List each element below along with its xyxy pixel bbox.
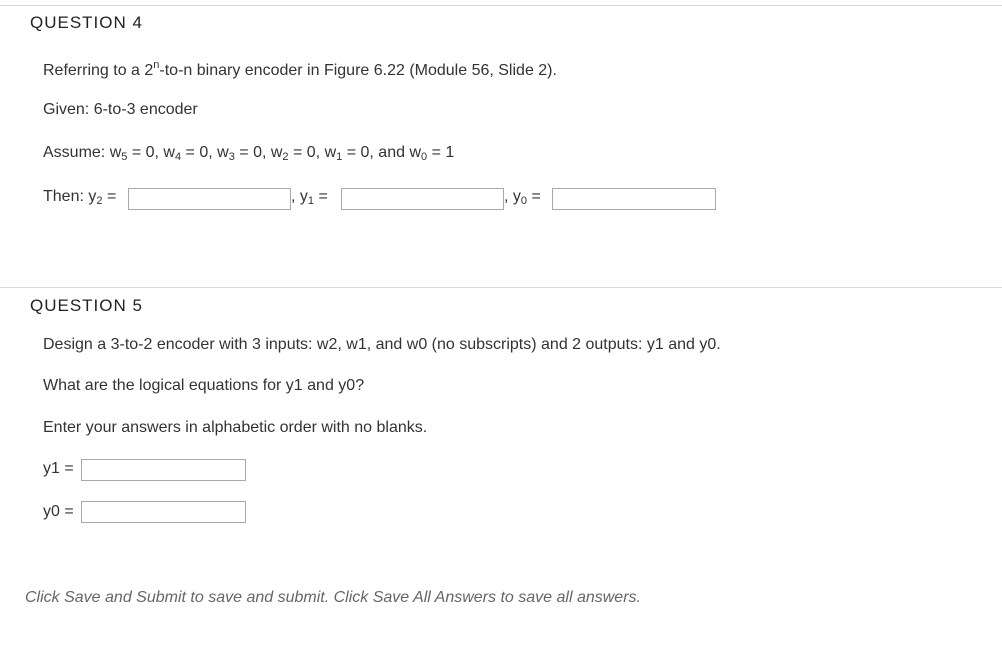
assume-term-w3: $w_3 = 0$, — [217, 144, 267, 163]
intro-superscript: n — [153, 59, 160, 71]
question-5-line-1: Design a 3-to-2 encoder with 3 inputs: w2, w1, and w0 (no subscripts) and 2 outputs: y1 and y0. — [43, 336, 721, 353]
y0-answer-input[interactable] — [552, 188, 716, 210]
question-5-top-divider — [0, 287, 1002, 288]
q5-y1-input[interactable] — [81, 459, 246, 481]
q5-y0-label: y0 = — [43, 503, 74, 520]
then-y2-label: Then: $y_2$ = — [43, 188, 117, 207]
y1-label: , $y_1$ = — [291, 188, 328, 207]
q5-y0-input[interactable] — [81, 501, 246, 523]
y1-answer-input[interactable] — [341, 188, 504, 210]
assume-term-w1: $w_1 = 0$, and — [324, 144, 405, 163]
intro-text-pre: Referring to a 2 — [43, 62, 154, 79]
y0-label: , $y_0$ = — [504, 188, 541, 207]
intro-text-post: -to-n binary encoder in Figure 6.22 (Module 56, Slide 2). — [159, 62, 557, 79]
y2-answer-input[interactable] — [128, 188, 291, 210]
question-5-line-2: What are the logical equations for y1 and y0? — [43, 377, 365, 394]
q5-y1-label: y1 = — [43, 460, 74, 477]
question-4-assume — [43, 144, 454, 163]
question-4-intro — [43, 59, 557, 80]
assume-term-w5: $w_5 = 0$, — [109, 144, 159, 163]
question-4-top-divider — [0, 5, 1002, 6]
question-4-given: Given: 6-to-3 encoder — [43, 101, 198, 118]
question-5-heading: QUESTION 5 — [30, 296, 143, 315]
question-5-line-3: Enter your answers in alphabetic order with no blanks. — [43, 419, 428, 436]
assume-term-w0: $w_0 = 1$ — [409, 144, 455, 163]
assume-term-w4: $w_4 = 0$, — [163, 144, 213, 163]
assume-label: Assume: — [43, 144, 106, 161]
save-instructions: Click Save and Submit to save and submit. Click Save All Answers to save all answers. — [25, 589, 641, 606]
assume-term-w2: $w_2 = 0$, — [270, 144, 321, 163]
question-4-heading: QUESTION 4 — [30, 13, 143, 32]
